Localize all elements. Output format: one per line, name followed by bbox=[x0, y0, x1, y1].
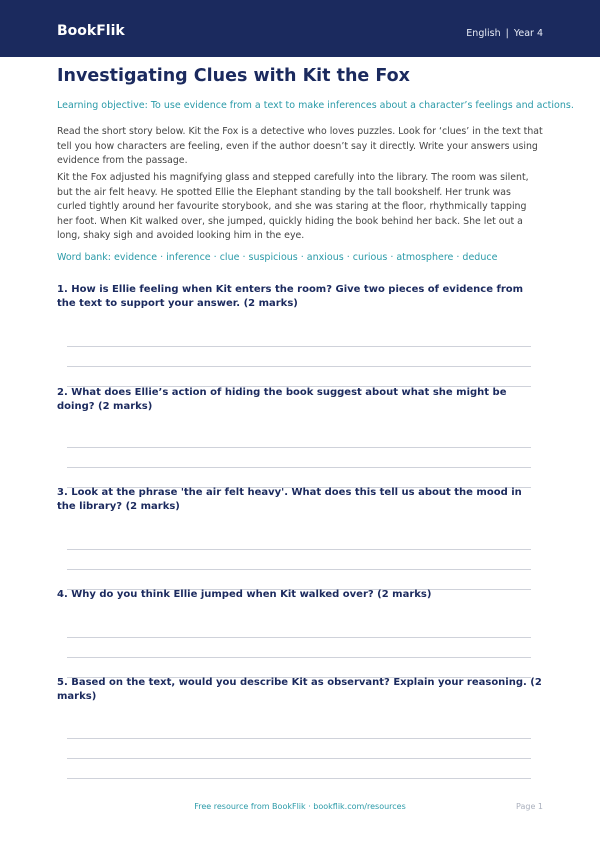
instructions-paragraph: Read the short story below. Kit the Fox is a detective who loves puzzles. Look for ‘clues’ in the text that tell you how characters are feeling, even if the author doesn’t say it directly. Write your answers using evidence from the passage. bbox=[57, 126, 543, 166]
answer-line[interactable] bbox=[67, 657, 531, 658]
page-number: Page 1 bbox=[516, 802, 543, 811]
answer-line[interactable] bbox=[67, 346, 531, 347]
meta-separator: | bbox=[505, 28, 509, 39]
question-2: 2. What does Ellie’s action of hiding the book suggest about what she might be doing? (2 marks) bbox=[57, 387, 507, 412]
page-header bbox=[0, 0, 600, 57]
answer-line[interactable] bbox=[67, 549, 531, 550]
story-paragraph: Kit the Fox adjusted his magnifying glass and stepped carefully into the library. The room was silent, but the air felt heavy. He spotted Ellie the Elephant standing by the tall bookshelf. Her trunk was curled tightly around her favourite storybook, and she was staring at the floor, rhythmically tapping her foot. When Kit walked over, she jumped, quickly hiding the book behind her back. She let out a long, shaky sigh and avoided looking him in the eye. bbox=[57, 172, 529, 241]
question-4: 4. Why do you think Ellie jumped when Kit walked over? (2 marks) bbox=[57, 589, 432, 600]
subject-year bbox=[466, 28, 543, 39]
worksheet-title: Investigating Clues with Kit the Fox bbox=[57, 66, 410, 86]
learning-objective: Learning objective: To use evidence from a text to make inferences about a character’s feelings and actions. bbox=[57, 100, 574, 111]
footer-credit: Free resource from BookFlik · bookflik.com/resources bbox=[194, 802, 406, 811]
answer-line[interactable] bbox=[67, 569, 531, 570]
answer-line[interactable] bbox=[67, 758, 531, 759]
subject-label: English bbox=[466, 28, 501, 39]
answer-line[interactable] bbox=[67, 637, 531, 638]
question-1: 1. How is Ellie feeling when Kit enters the room? Give two pieces of evidence from the text to support your answer. (2 marks) bbox=[57, 284, 524, 309]
answer-line[interactable] bbox=[67, 778, 531, 779]
answer-line[interactable] bbox=[67, 447, 531, 448]
brand-logo: BookFlik bbox=[57, 23, 125, 39]
answer-line[interactable] bbox=[67, 738, 531, 739]
year-label: Year 4 bbox=[513, 28, 543, 39]
word-bank: Word bank: evidence · inference · clue · suspicious · anxious · curious · atmosphere · deduce bbox=[57, 252, 498, 263]
answer-line[interactable] bbox=[67, 467, 531, 468]
answer-line[interactable] bbox=[67, 366, 531, 367]
question-3: 3. Look at the phrase 'the air felt heavy'. What does this tell us about the mood in the library? (2 marks) bbox=[57, 487, 522, 512]
question-5: 5. Based on the text, would you describe Kit as observant? Explain your reasoning. (2 marks) bbox=[57, 677, 542, 702]
